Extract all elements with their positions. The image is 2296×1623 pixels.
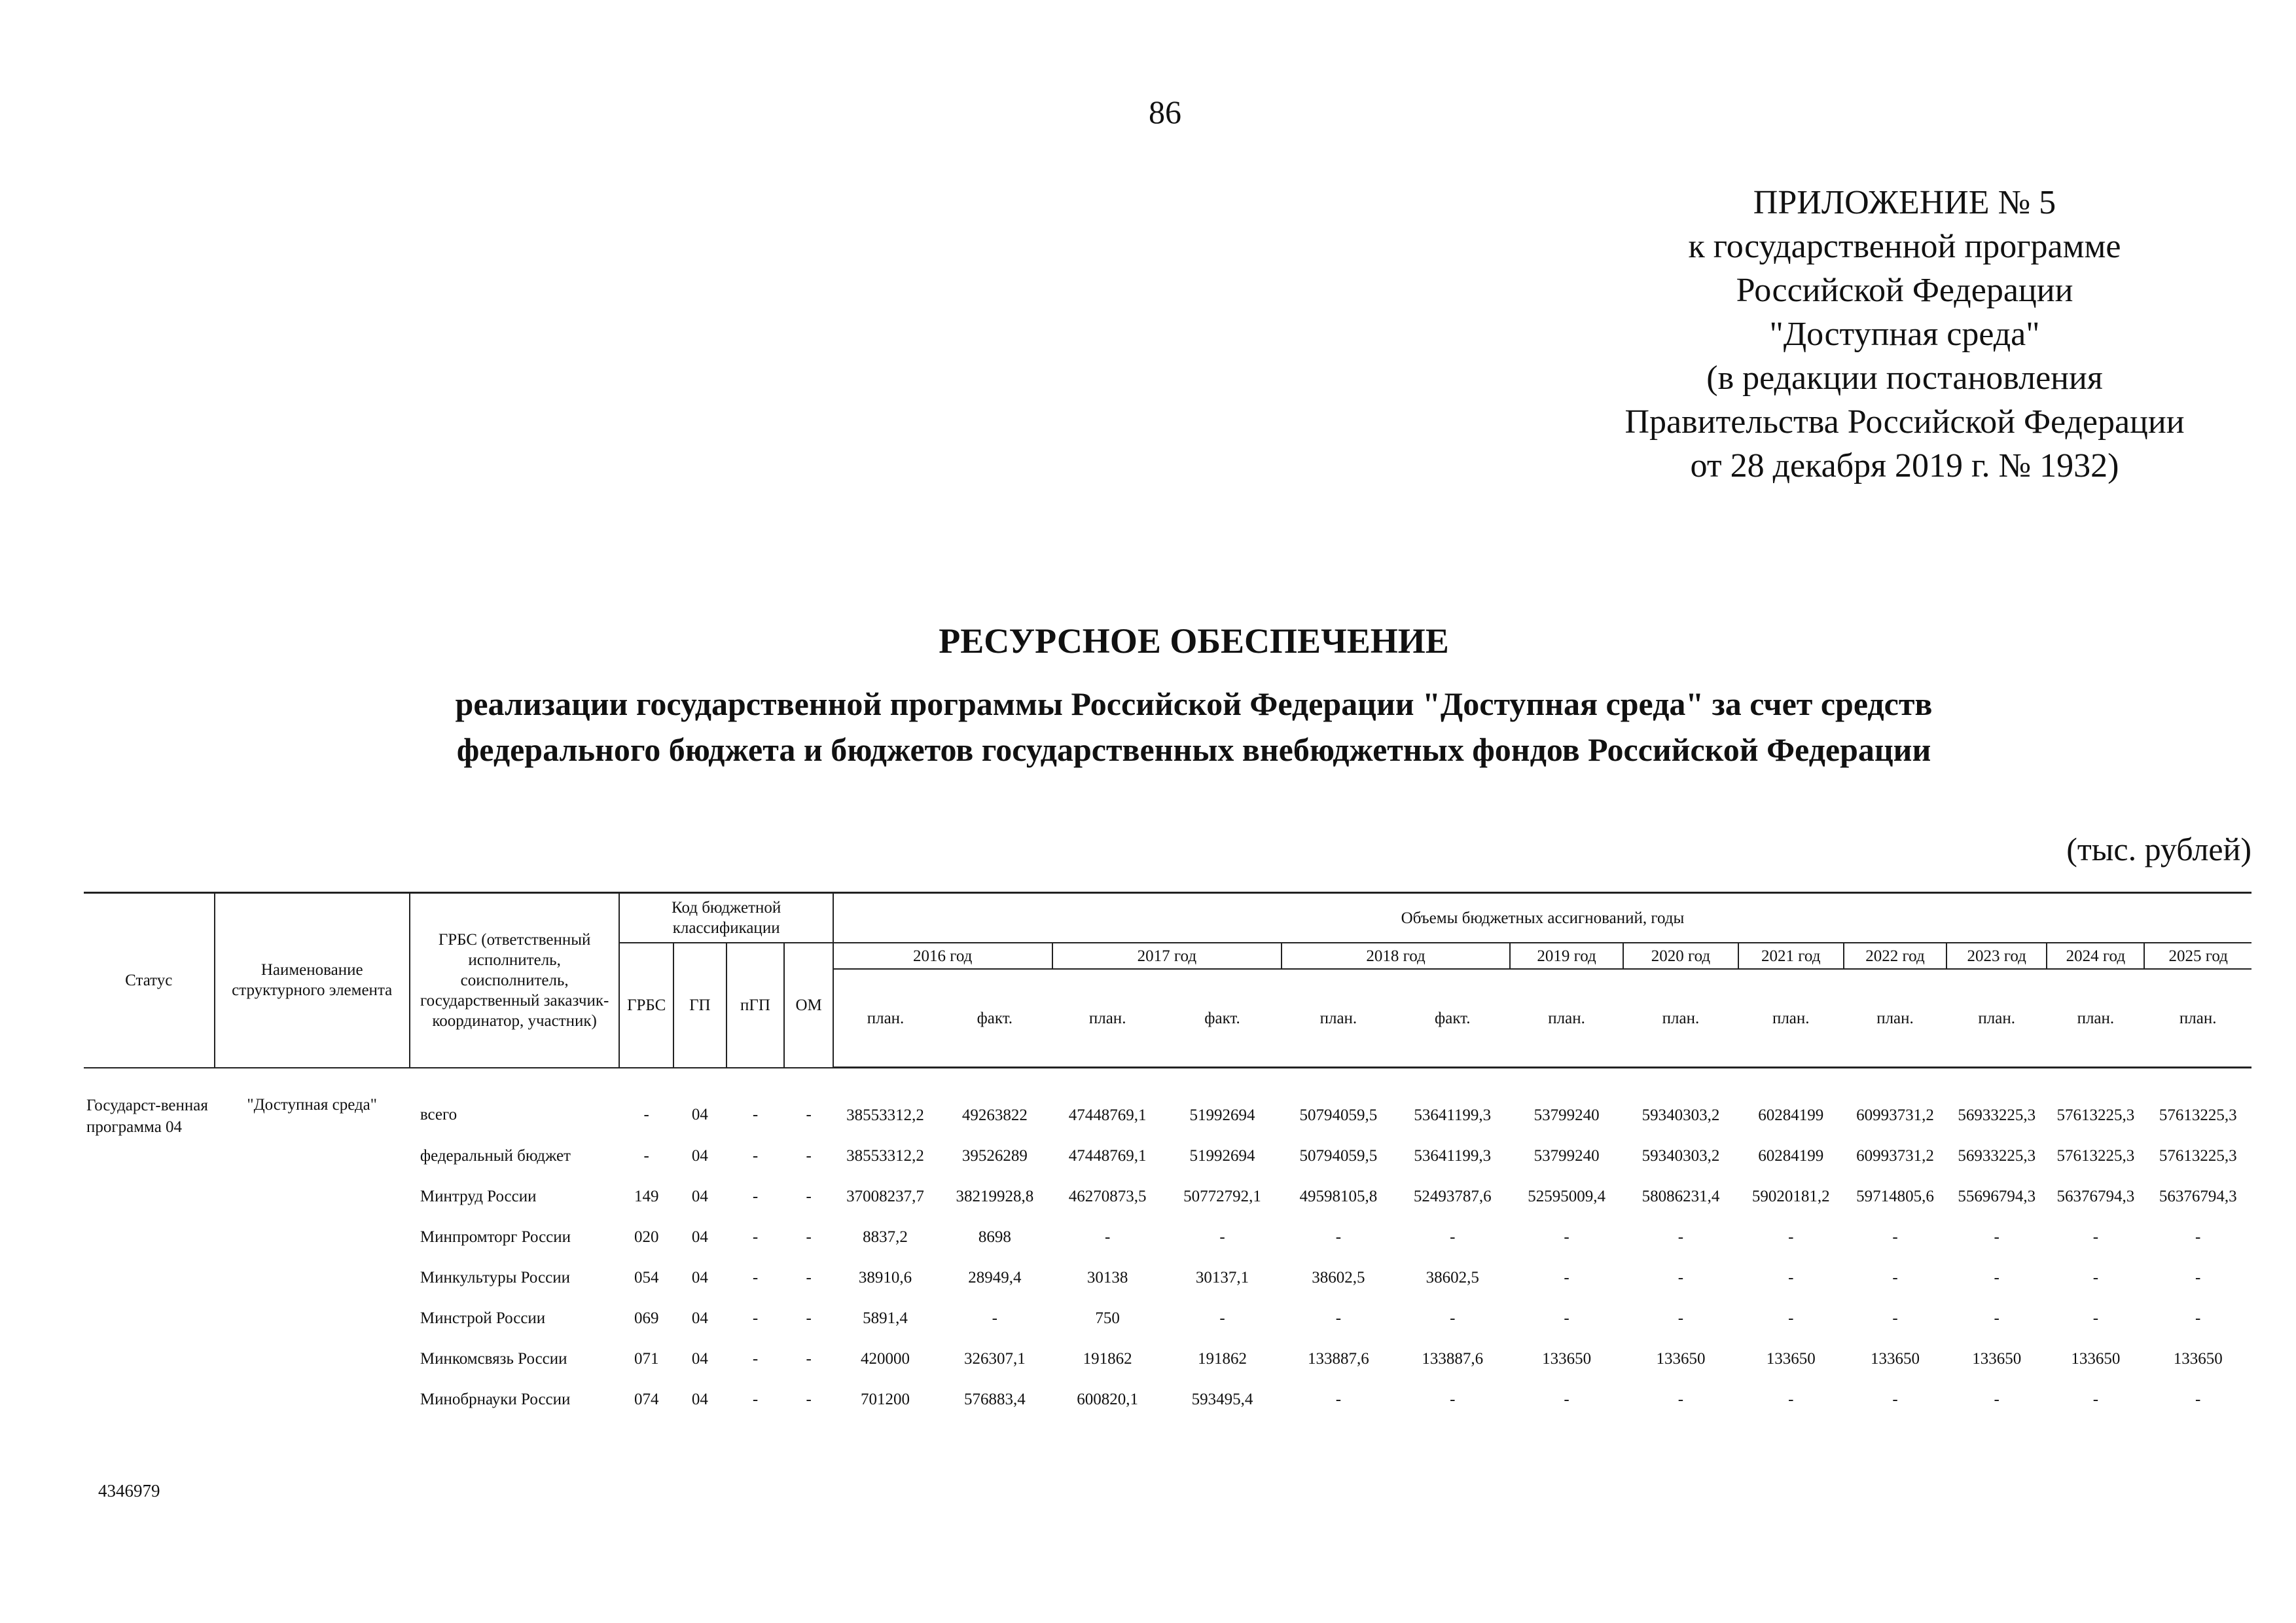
cell-value: 50772792,1 <box>1183 1187 1261 1205</box>
cell-value: 38553312,2 <box>846 1146 924 1165</box>
cell-value: 56376794,3 <box>2056 1187 2135 1205</box>
cell-value: 60993731,2 <box>1856 1106 1934 1124</box>
cell-value: 39526289 <box>961 1146 1028 1165</box>
header-year: 2022 год <box>1844 943 1946 969</box>
row-element-name: "Доступная среда" <box>247 1095 377 1114</box>
cell-grbs-code: 074 <box>634 1390 659 1408</box>
cell-value: 56933225,3 <box>1958 1106 2036 1124</box>
cell-value: 133650 <box>1766 1349 1816 1368</box>
header-subcol: план. <box>2144 969 2251 1068</box>
header-year: 2024 год <box>2047 943 2144 969</box>
cell-value: - <box>1994 1268 2000 1286</box>
cell-value: 53799240 <box>1534 1106 1600 1124</box>
cell-om-code: - <box>806 1228 812 1246</box>
cell-gp-code: 04 <box>691 1349 708 1368</box>
cell-value: - <box>1892 1390 1898 1408</box>
header-year: 2023 год <box>1946 943 2047 969</box>
cell-value: - <box>2195 1309 2201 1327</box>
cell-value: 57613225,3 <box>2159 1106 2237 1124</box>
cell-value: - <box>1994 1309 2000 1327</box>
cell-value: 53799240 <box>1534 1146 1600 1165</box>
cell-om-code: - <box>806 1106 812 1124</box>
cell-value: 28949,4 <box>968 1268 1022 1286</box>
cell-value: 37008237,7 <box>846 1187 924 1205</box>
header-code-om: ОМ <box>784 943 833 1068</box>
cell-value: 47448769,1 <box>1068 1106 1147 1124</box>
cell-value: - <box>1335 1228 1342 1246</box>
cell-value: - <box>1677 1228 1684 1246</box>
header-subcol: план. <box>1282 969 1395 1068</box>
cell-value: - <box>1994 1228 2000 1246</box>
cell-value: 133650 <box>1870 1349 1920 1368</box>
cell-value: 57613225,3 <box>2056 1146 2135 1165</box>
cell-value: 38602,5 <box>1312 1268 1365 1286</box>
cell-value: - <box>1994 1390 2000 1408</box>
cell-value: 56376794,3 <box>2159 1187 2237 1205</box>
cell-value: - <box>1564 1268 1570 1286</box>
cell-gp-code: 04 <box>691 1146 708 1165</box>
header-subcol: план. <box>1738 969 1844 1068</box>
cell-value: 60284199 <box>1758 1146 1824 1165</box>
cell-value: - <box>1788 1390 1794 1408</box>
cell-grbs-code: 054 <box>634 1268 659 1286</box>
cell-value: - <box>1335 1309 1342 1327</box>
appendix-line: к государственной программе <box>1688 228 2121 265</box>
header-subcol: факт. <box>1395 969 1510 1068</box>
cell-value: 49598105,8 <box>1299 1187 1378 1205</box>
header-code-pgp: пГП <box>726 943 785 1068</box>
cell-grbs-code: 149 <box>634 1187 659 1205</box>
cell-value: 51992694 <box>1189 1106 1255 1124</box>
header-year: 2020 год <box>1623 943 1738 969</box>
cell-value: - <box>1335 1390 1342 1408</box>
cell-value: 38219928,8 <box>956 1187 1034 1205</box>
cell-value: 133650 <box>1656 1349 1706 1368</box>
header-year: 2025 год <box>2144 943 2251 969</box>
cell-value: - <box>1677 1268 1684 1286</box>
cell-pgp-code: - <box>752 1228 759 1246</box>
cell-value: - <box>1564 1390 1570 1408</box>
cell-pgp-code: - <box>752 1106 759 1124</box>
cell-value: - <box>1677 1390 1684 1408</box>
cell-grbs-code: 069 <box>634 1309 659 1327</box>
cell-value: 133650 <box>1542 1349 1592 1368</box>
cell-value: 55696794,3 <box>1958 1187 2036 1205</box>
cell-om-code: - <box>806 1349 812 1368</box>
cell-pgp-code: - <box>752 1309 759 1327</box>
cell-value: 52595009,4 <box>1528 1187 1605 1205</box>
header-code-gp: ГП <box>673 943 726 1068</box>
cell-value: 56933225,3 <box>1958 1146 2036 1165</box>
cell-value: 59020181,2 <box>1751 1187 1830 1205</box>
cell-value: 593495,4 <box>1191 1390 1253 1408</box>
cell-value: 49263822 <box>961 1106 1028 1124</box>
appendix-line: "Доступная среда" <box>1769 316 2040 353</box>
cell-grbs-code: - <box>643 1106 649 1124</box>
cell-om-code: - <box>806 1268 812 1286</box>
cell-gp-code: 04 <box>691 1187 708 1205</box>
appendix-line: ПРИЛОЖЕНИЕ № 5 <box>1753 184 2056 221</box>
header-subcol: план. <box>1623 969 1738 1068</box>
cell-value: 59714805,6 <box>1856 1187 1934 1205</box>
cell-value: 133650 <box>1972 1349 2022 1368</box>
cell-value: 38602,5 <box>1426 1268 1479 1286</box>
cell-value: - <box>1788 1309 1794 1327</box>
cell-om-code: - <box>806 1146 812 1165</box>
cell-value: - <box>1450 1309 1456 1327</box>
cell-value: - <box>1564 1228 1570 1246</box>
cell-om-code: - <box>806 1187 812 1205</box>
header-subcol: факт. <box>1163 969 1282 1068</box>
header-code-group: Код бюджетной классификации <box>619 893 833 943</box>
header-year: 2019 год <box>1510 943 1623 969</box>
cell-value: - <box>2195 1268 2201 1286</box>
header-subcol: план. <box>833 969 937 1068</box>
cell-value: - <box>1564 1309 1570 1327</box>
cell-value: 326307,1 <box>963 1349 1026 1368</box>
subtitle-line: реализации государственной программы Российской Федерации "Доступная среда" за счет средств <box>455 685 1933 722</box>
cell-value: - <box>2092 1309 2099 1327</box>
cell-executor: Минобрнауки России <box>420 1390 571 1408</box>
cell-value: - <box>1677 1309 1684 1327</box>
cell-value: - <box>992 1309 997 1327</box>
cell-value: 8698 <box>978 1228 1011 1246</box>
cell-value: 60993731,2 <box>1856 1146 1934 1165</box>
cell-value: - <box>2092 1390 2099 1408</box>
cell-pgp-code: - <box>752 1390 759 1408</box>
cell-om-code: - <box>806 1390 812 1408</box>
cell-value: 53641199,3 <box>1414 1146 1492 1165</box>
header-year: 2018 год <box>1282 943 1510 969</box>
cell-value: 701200 <box>861 1390 910 1408</box>
row-status: Государст-венная программа 04 <box>86 1096 208 1136</box>
cell-value: 191862 <box>1083 1349 1132 1368</box>
cell-value: 38553312,2 <box>846 1106 924 1124</box>
cell-value: - <box>1450 1228 1456 1246</box>
cell-executor: Минпромторг России <box>420 1228 571 1246</box>
cell-pgp-code: - <box>752 1146 759 1165</box>
header-subcol: факт. <box>937 969 1052 1068</box>
cell-value: - <box>1450 1390 1456 1408</box>
cell-value: - <box>1788 1268 1794 1286</box>
cell-value: 38910,6 <box>858 1268 912 1286</box>
table-row <box>84 1068 2251 1136</box>
cell-grbs-code: 071 <box>634 1349 659 1368</box>
cell-value: - <box>2092 1228 2099 1246</box>
cell-value: 750 <box>1095 1309 1120 1327</box>
header-year: 2017 год <box>1052 943 1282 969</box>
cell-executor: Минкомсвязь России <box>420 1349 567 1368</box>
header-volumes-group: Объемы бюджетных ассигнований, годы <box>833 893 2251 943</box>
cell-grbs-code: 020 <box>634 1228 659 1246</box>
cell-value: 420000 <box>861 1349 910 1368</box>
cell-value: 58086231,4 <box>1641 1187 1720 1205</box>
header-name: Наименование структурного элемента <box>215 893 410 1068</box>
cell-executor: Минтруд России <box>420 1187 537 1205</box>
cell-om-code: - <box>806 1309 812 1327</box>
cell-value: 59340303,2 <box>1641 1106 1720 1124</box>
cell-value: 133887,6 <box>1422 1349 1484 1368</box>
cell-value: - <box>1219 1309 1225 1327</box>
cell-value: 60284199 <box>1758 1106 1824 1124</box>
cell-value: - <box>2195 1390 2201 1408</box>
header-subcol: план. <box>1946 969 2047 1068</box>
appendix-line: от 28 декабря 2019 г. № 1932) <box>1690 447 2119 484</box>
units-label: (тыс. рублей) <box>2066 831 2251 867</box>
cell-executor: Минстрой России <box>420 1309 546 1327</box>
document-code: 4346979 <box>98 1481 160 1501</box>
cell-value: 52493787,6 <box>1413 1187 1492 1205</box>
cell-value: 57613225,3 <box>2159 1146 2237 1165</box>
cell-executor: федеральный бюджет <box>420 1146 571 1165</box>
cell-value: - <box>1892 1309 1898 1327</box>
budget-table <box>84 892 2251 1419</box>
cell-value: 57613225,3 <box>2056 1106 2135 1124</box>
appendix-block <box>1558 181 2251 488</box>
document-title: РЕСУРСНОЕ ОБЕСПЕЧЕНИЕ <box>939 621 1449 661</box>
header-year: 2016 год <box>833 943 1052 969</box>
page-number: 86 <box>1149 94 1181 130</box>
cell-value: - <box>1788 1228 1794 1246</box>
cell-pgp-code: - <box>752 1268 759 1286</box>
cell-value: 59340303,2 <box>1641 1146 1720 1165</box>
cell-executor: Минкультуры России <box>420 1268 570 1286</box>
cell-value: 30137,1 <box>1195 1268 1249 1286</box>
header-subcol: план. <box>1052 969 1163 1068</box>
cell-pgp-code: - <box>752 1187 759 1205</box>
cell-value: - <box>2195 1228 2201 1246</box>
header-grbs-executor: ГРБС (ответственный исполнитель, соисполнитель, государственный заказчик-координатор, участник) <box>410 893 620 1068</box>
cell-value: 133650 <box>2173 1349 2223 1368</box>
cell-value: - <box>1892 1228 1898 1246</box>
cell-value: 576883,4 <box>963 1390 1026 1408</box>
cell-value: 191862 <box>1198 1349 1247 1368</box>
cell-value: 133887,6 <box>1308 1349 1369 1368</box>
appendix-line: (в редакции постановления <box>1706 359 2103 397</box>
cell-gp-code: 04 <box>691 1309 708 1327</box>
cell-gp-code: 04 <box>691 1228 708 1246</box>
header-year: 2021 год <box>1738 943 1844 969</box>
appendix-line: Правительства Российской Федерации <box>1624 403 2185 441</box>
document-subtitle <box>0 681 2296 773</box>
cell-value: - <box>2092 1268 2099 1286</box>
cell-pgp-code: - <box>752 1349 759 1368</box>
cell-value: 46270873,5 <box>1068 1187 1147 1205</box>
cell-value: 600820,1 <box>1077 1390 1139 1408</box>
appendix-line: Российской Федерации <box>1736 272 2073 309</box>
cell-value: - <box>1104 1228 1111 1246</box>
header-subcol: план. <box>2047 969 2144 1068</box>
cell-value: 133650 <box>2071 1349 2121 1368</box>
cell-value: 8837,2 <box>863 1228 908 1246</box>
subtitle-line: федерального бюджета и бюджетов государственных внебюджетных фондов Российской Федерации <box>456 731 1931 768</box>
header-status: Статус <box>84 893 215 1068</box>
cell-value: - <box>1219 1228 1225 1246</box>
header-subcol: план. <box>1510 969 1623 1068</box>
cell-gp-code: 04 <box>691 1390 708 1408</box>
header-code-grbs: ГРБС <box>619 943 673 1068</box>
cell-grbs-code: - <box>643 1146 649 1165</box>
cell-value: 30138 <box>1086 1268 1128 1286</box>
cell-value: 50794059,5 <box>1299 1106 1378 1124</box>
header-subcol: план. <box>1844 969 1946 1068</box>
cell-value: 51992694 <box>1189 1146 1255 1165</box>
cell-gp-code: 04 <box>691 1106 708 1124</box>
cell-value: 50794059,5 <box>1299 1146 1378 1165</box>
cell-gp-code: 04 <box>691 1268 708 1286</box>
cell-value: 5891,4 <box>863 1309 908 1327</box>
cell-value: 47448769,1 <box>1068 1146 1147 1165</box>
cell-executor: всего <box>420 1106 457 1124</box>
cell-value: 53641199,3 <box>1414 1106 1492 1124</box>
cell-value: - <box>1892 1268 1898 1286</box>
